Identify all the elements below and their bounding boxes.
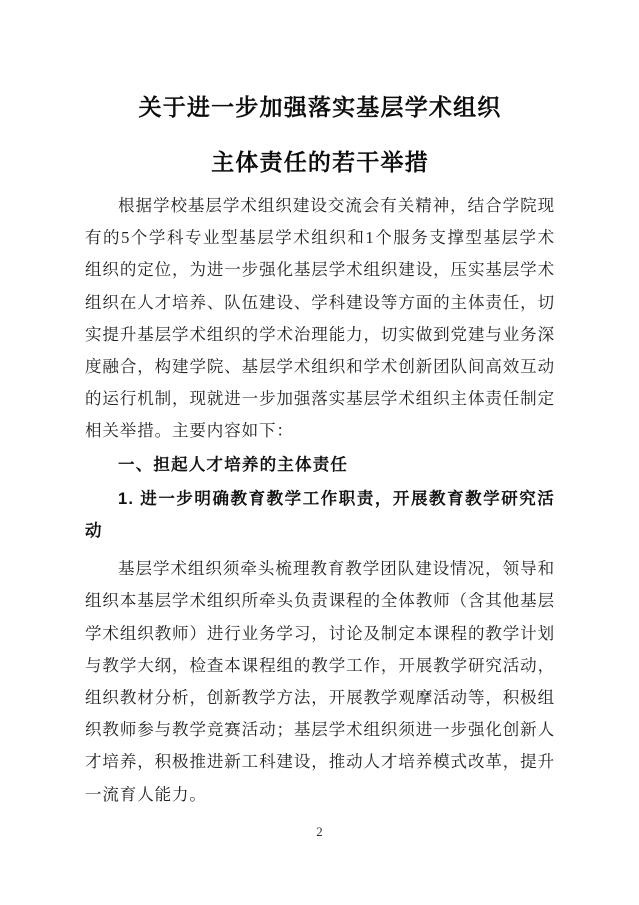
section-heading-1: 一、担起人才培养的主体责任 [118, 455, 349, 474]
subsection-heading-1: 1. 进一步明确教育教学工作职责，开展教育教学研究活动 [85, 489, 555, 541]
document-title-line-1: 关于进一步加强落实基层学术组织 [138, 95, 502, 120]
document-title [85, 80, 555, 190]
paragraph-intro: 根据学校基层学术组织建设交流会有关精神，结合学院现有的5个学科专业型基层学术组织和1个服务支撑型基层学术组织的定位，为进一步强化基层学术组织建设，压实基层学术组织在人才培养、队伍建设、学科建设等方面的主体责任，切实提升基层学术组织的学术治理能力，切实做到党建与业务深度融合，构建学院、基层学术组织和学术创新团队间高效互动的运行机制，现就进一步加强落实基层学术组织主体责任制定相关举措。主要内容如下： [85, 196, 555, 441]
document-title-line-2: 主体责任的若干举措 [211, 150, 429, 175]
paragraph-body: 基层学术组织须牵头梳理教育教学团队建设情况，领导和组织本基层学术组织所牵头负责课程的全体教师（含其他基层学术组织教师）进行业务学习，讨论及制定本课程的教学计划与教学大纲，检查本课程组的教学工作，开展教学研究活动，组织教材分析，创新教学方法，开展教学观摩活动等，积极组织教师参与教学竞赛活动；基层学术组织须进一步强化创新人才培养，积极推进新工科建设，推动人才培养模式改革，提升一流育人能力。 [85, 559, 555, 804]
page-number: 2 [316, 824, 323, 839]
